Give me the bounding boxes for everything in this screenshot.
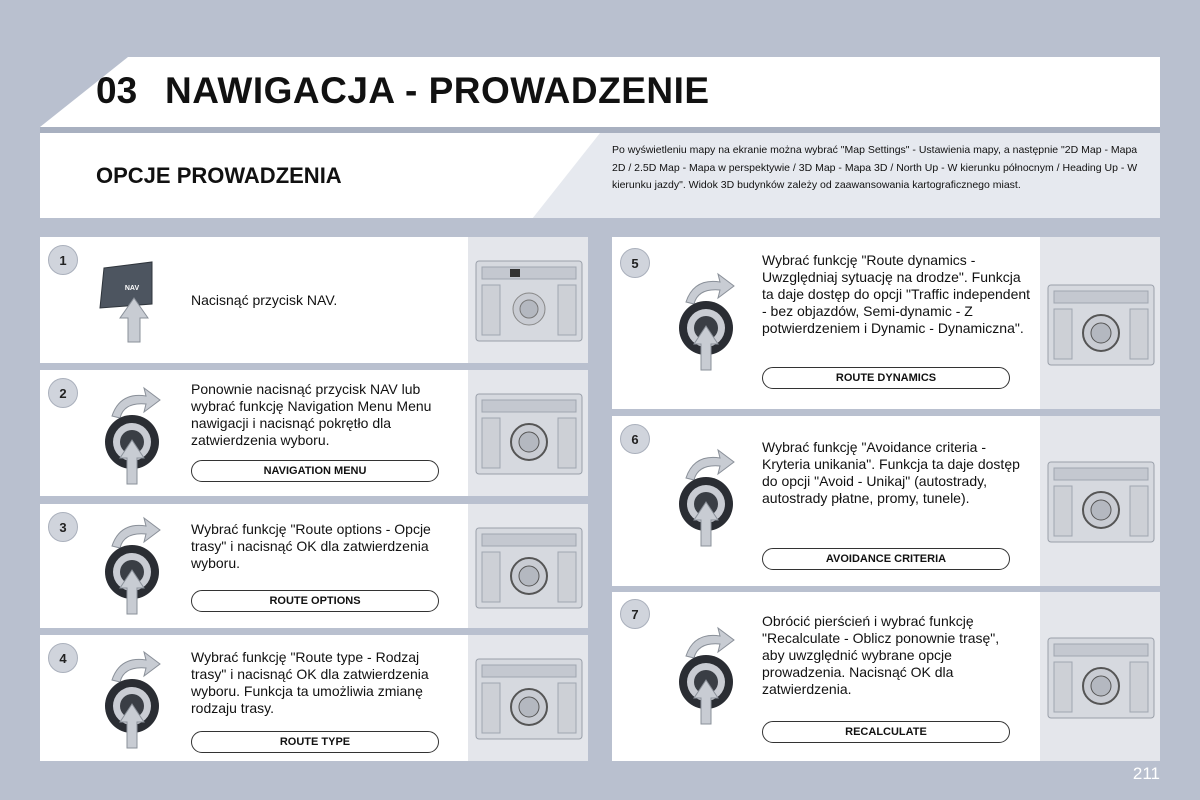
route-options-label: ROUTE OPTIONS <box>191 590 439 612</box>
nav-button-icon[interactable] <box>98 258 158 344</box>
route-type-label: ROUTE TYPE <box>191 731 439 753</box>
rotary-knob-icon[interactable] <box>100 650 164 750</box>
radio-photo <box>468 370 588 496</box>
radio-photo <box>468 237 588 363</box>
rotary-knob-icon[interactable] <box>674 272 738 372</box>
step-number-1: 1 <box>48 245 78 275</box>
radio-photo <box>468 635 588 761</box>
step-text-3: Wybrać funkcję "Route options - Opcje trasy" i nacisnąć OK dla zatwierdzenia wyboru. <box>191 521 431 571</box>
radio-panel-icon <box>1046 636 1156 720</box>
step-text-7: Obrócić pierścień i wybrać funkcję "Recalculate - Oblicz ponownie trasę", aby uwzględnić wybrane opcje prowadzenia. Nacisnąć OK dla zatwierdzenia. <box>762 613 1000 697</box>
step-number-5: 5 <box>620 248 650 278</box>
radio-panel-icon <box>474 392 584 476</box>
step-text-5: Wybrać funkcję "Route dynamics - Uwzględniaj sytuację na drodze". Funkcja ta daje dostęp do opcji "Traffic independent - bez objazdów, Semi-dynamic - Z potwierdzeniem i Dynamic - Dynamiczna". <box>762 252 1031 336</box>
radio-panel-icon <box>474 526 584 610</box>
step-number-4: 4 <box>48 643 78 673</box>
radio-panel-icon <box>474 259 584 343</box>
rotary-knob-icon[interactable] <box>100 386 164 486</box>
nav-button-label: NAV <box>124 285 140 292</box>
radio-photo <box>1040 592 1160 761</box>
step-number-7: 7 <box>620 599 650 629</box>
rotary-knob-icon[interactable] <box>674 626 738 726</box>
radio-photo <box>1040 237 1160 409</box>
rotary-knob-icon[interactable] <box>100 516 164 616</box>
radio-photo <box>468 504 588 628</box>
chapter-number: 03 <box>96 70 138 111</box>
radio-photo <box>1040 416 1160 586</box>
step-text-4: Wybrać funkcję "Route type - Rodzaj trasy" i nacisnąć OK dla zatwierdzenia wyboru. Funkcja ta umożliwia zmianę rodzaju trasy. <box>191 649 429 716</box>
step-number-3: 3 <box>48 512 78 542</box>
avoidance-criteria-label: AVOIDANCE CRITERIA <box>762 548 1010 570</box>
rotary-knob-icon[interactable] <box>674 448 738 548</box>
intro-text: Po wyświetleniu mapy na ekranie można wybrać "Map Settings" - Ustawienia mapy, a następnie "2D Map - Mapa 2D / 2.5D Map - Mapa w perspektywie / 3D Map - Mapa 3D / North Up - W kierunku północnym / Heading Up - W kierunku jazdy". Widok 3D budynków zależy od zaawansowania kartograficznego miast. <box>612 144 1138 191</box>
step-text-2: Ponownie nacisnąć przycisk NAV lub wybrać funkcję Navigation Menu Menu nawigacji i nacisnąć pokrętło dla zatwierdzenia wyboru. <box>191 381 432 448</box>
step-text-6: Wybrać funkcję "Avoidance criteria - Kryteria unikania". Funkcja ta daje dostęp do opcji "Avoid - Unikaj" (autostrady, autostrady płatne, promy, tunele). <box>762 439 1020 506</box>
step-text-1: Nacisnąć przycisk NAV. <box>191 292 338 308</box>
step-number-6: 6 <box>620 424 650 454</box>
recalculate-label: RECALCULATE <box>762 721 1010 743</box>
radio-panel-icon <box>474 657 584 741</box>
route-dynamics-label: ROUTE DYNAMICS <box>762 367 1010 389</box>
step-number-2: 2 <box>48 378 78 408</box>
navigation-menu-label: NAVIGATION MENU <box>191 460 439 482</box>
page-number: 211 <box>1132 764 1160 783</box>
section-title: OPCJE PROWADZENIA <box>96 163 342 188</box>
chapter-title: NAWIGACJA - PROWADZENIE <box>165 70 710 111</box>
radio-panel-icon <box>1046 283 1156 367</box>
radio-panel-icon <box>1046 460 1156 544</box>
